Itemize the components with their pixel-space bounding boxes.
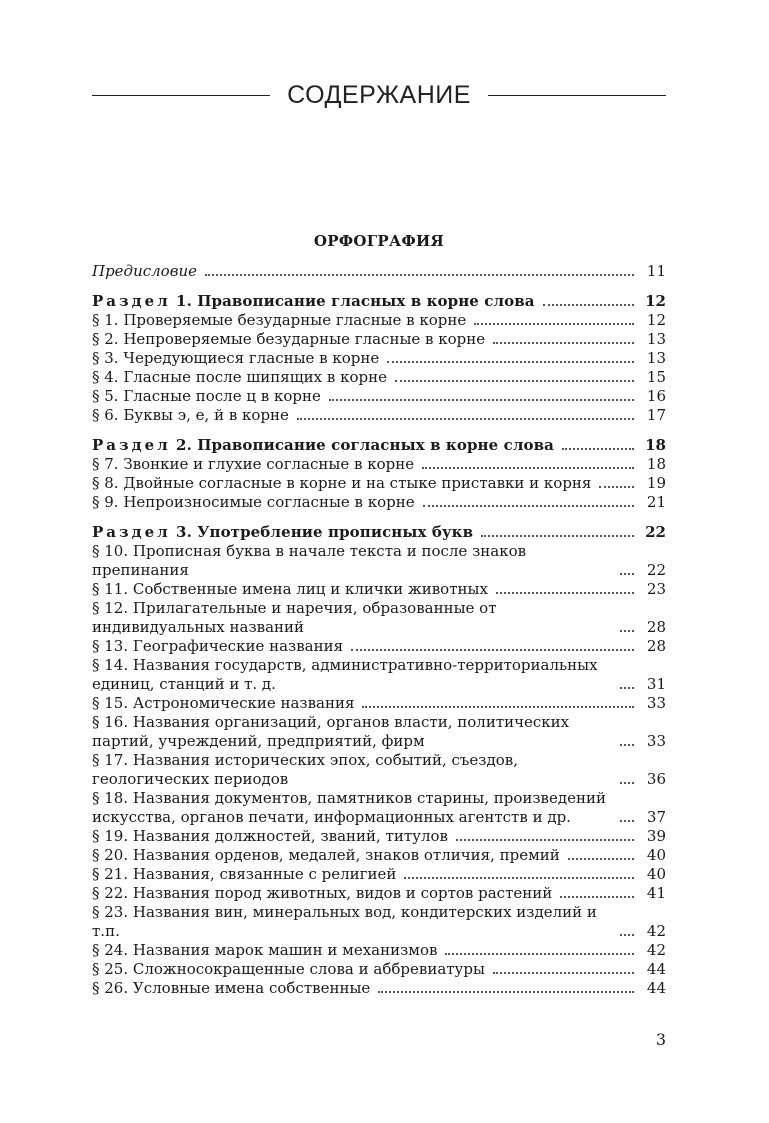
section-heading: ОРФОГРАФИЯ (313, 232, 445, 250)
toc-entry-page: 44 (646, 979, 666, 997)
toc-entry-page: 15 (646, 368, 666, 386)
toc-part-page: 12 (645, 292, 666, 310)
leader-dots (329, 399, 634, 401)
toc-entry-page: 41 (646, 884, 666, 902)
toc-entry-page: 13 (646, 349, 666, 367)
toc-entry[interactable] (92, 542, 666, 580)
toc-entry[interactable] (92, 713, 666, 751)
toc-entry-page: 40 (646, 846, 666, 864)
toc-entry-page: 16 (646, 387, 666, 405)
toc-part-name: 2. Правописание согласных в корне слова (176, 436, 554, 454)
table-of-contents (92, 262, 666, 998)
leader-dots (387, 361, 634, 363)
leader-dots (543, 304, 634, 306)
toc-entry-page: 37 (646, 808, 666, 826)
toc-entry-page: 11 (646, 262, 666, 280)
leader-dots (445, 953, 634, 955)
toc-entry-title: § 9. Непроизносимые согласные в корне (92, 493, 415, 511)
toc-part-label: Раздел (92, 436, 171, 454)
toc-entry-page: 23 (646, 580, 666, 598)
toc-entry-page: 28 (646, 618, 666, 636)
toc-part-page: 22 (645, 523, 666, 541)
toc-entry-page: 33 (646, 694, 666, 712)
toc-part-label: Раздел (92, 523, 171, 541)
toc-part-title (92, 523, 473, 542)
toc-entry-title: Предисловие (92, 262, 197, 280)
toc-entry-title: § 13. Географические названия (92, 637, 344, 655)
toc-entry[interactable] (92, 789, 666, 827)
leader-dots (422, 467, 634, 469)
toc-entry-title: § 16. Названия организаций, органов власти, политических партий, учреждений, предприятий, фирм (92, 713, 570, 750)
leader-dots (297, 418, 634, 420)
toc-entry-title: § 14. Названия государств, административно-территориальных единиц, станций и т. д. (92, 656, 598, 693)
toc-part-label: Раздел (92, 292, 171, 310)
leader-dots (493, 342, 634, 344)
toc-entry[interactable] (92, 311, 666, 330)
page-title (92, 78, 666, 112)
part-gap (92, 512, 666, 523)
toc-entry-title: § 6. Буквы э, е, й в корне (92, 406, 289, 424)
toc-entry-title: § 18. Названия документов, памятников старины, произведений искусства, органов печати, информационных агентств и др. (92, 789, 606, 826)
toc-parts (92, 281, 666, 998)
toc-entry-page: 12 (646, 311, 666, 329)
toc-entry-title: § 19. Названия должностей, званий, титулов (92, 827, 448, 845)
toc-entry-page: 36 (646, 770, 666, 788)
leader-dots (620, 744, 634, 746)
toc-part-name: 3. Употребление прописных букв (176, 523, 474, 541)
toc-entry[interactable] (92, 330, 666, 349)
toc-part-heading[interactable] (92, 523, 666, 542)
toc-entry-page: 39 (646, 827, 666, 845)
toc-entry[interactable] (92, 656, 666, 694)
toc-entry[interactable] (92, 580, 666, 599)
leader-dots (362, 706, 634, 708)
toc-part-title (92, 292, 535, 311)
leader-dots (205, 274, 634, 276)
toc-entry-title: § 11. Собственные имена лиц и клички животных (92, 580, 488, 598)
leader-dots (620, 687, 634, 689)
toc-entry-title: § 17. Названия исторических эпох, событий, съездов, геологических периодов (92, 751, 518, 788)
toc-part-page: 18 (645, 436, 666, 454)
toc-entry-page: 31 (646, 675, 666, 693)
toc-entry-page: 28 (646, 637, 666, 655)
toc-part-heading[interactable] (92, 292, 666, 311)
page-number: 3 (655, 1030, 666, 1049)
toc-entry-page: 21 (646, 493, 666, 511)
title-rule-right (488, 95, 666, 96)
leader-dots (351, 649, 634, 651)
leader-dots (481, 535, 634, 537)
toc-entry-title: § 5. Гласные после ц в корне (92, 387, 321, 405)
toc-entry[interactable] (92, 387, 666, 406)
toc-entry[interactable] (92, 493, 666, 512)
toc-entry[interactable] (92, 827, 666, 846)
toc-entry[interactable] (92, 455, 666, 474)
leader-dots (404, 877, 634, 879)
toc-entry[interactable] (92, 865, 666, 884)
toc-entry-page: 40 (646, 865, 666, 883)
leader-dots (599, 486, 634, 488)
toc-entry-title: § 21. Названия, связанные с религией (92, 865, 397, 883)
toc-part-title (92, 436, 554, 455)
toc-entry[interactable] (92, 694, 666, 713)
toc-entry-title: § 8. Двойные согласные в корне и на стыке приставки и корня (92, 474, 592, 492)
leader-dots (474, 323, 634, 325)
leader-dots (378, 991, 634, 993)
toc-entry-page: 42 (646, 941, 666, 959)
toc-entry-title: § 1. Проверяемые безударные гласные в корне (92, 311, 467, 329)
toc-entry[interactable] (92, 979, 666, 998)
leader-dots (560, 896, 634, 898)
toc-entry[interactable] (92, 903, 666, 941)
toc-entry-page: 18 (646, 455, 666, 473)
leader-dots (493, 972, 634, 974)
part-gap (92, 281, 666, 292)
toc-entry-title: § 3. Чередующиеся гласные в корне (92, 349, 380, 367)
toc-entry[interactable] (92, 751, 666, 789)
toc-entry[interactable] (92, 406, 666, 425)
leader-dots (620, 630, 634, 632)
toc-entry-page: 33 (646, 732, 666, 750)
leader-dots (568, 858, 634, 860)
toc-entry-title: § 12. Прилагательные и наречия, образованные от индивидуальных названий (92, 599, 497, 636)
leader-dots (562, 448, 634, 450)
leader-dots (620, 782, 634, 784)
toc-entry-title: § 10. Прописная буква в начале текста и после знаков препинания (92, 542, 527, 579)
toc-entry-title: § 22. Названия пород животных, видов и сортов растений (92, 884, 553, 902)
toc-entry-page: 19 (646, 474, 666, 492)
toc-entry[interactable] (92, 474, 666, 493)
page-title-text: СОДЕРЖАНИЕ (287, 81, 471, 109)
leader-dots (456, 839, 634, 841)
part-gap (92, 425, 666, 436)
leader-dots (395, 380, 634, 382)
toc-entry-page: 17 (646, 406, 666, 424)
leader-dots (620, 820, 634, 822)
toc-entry-page: 44 (646, 960, 666, 978)
toc-part-name: 1. Правописание гласных в корне слова (176, 292, 535, 310)
toc-entry-title: § 15. Астрономические названия (92, 694, 355, 712)
toc-entry[interactable] (92, 637, 666, 656)
toc-entry-title: § 24. Названия марок машин и механизмов (92, 941, 438, 959)
toc-entry[interactable] (92, 846, 666, 865)
toc-entry[interactable] (92, 599, 666, 637)
toc-entry-title: § 4. Гласные после шипящих в корне (92, 368, 388, 386)
toc-entry-title: § 26. Условные имена собственные (92, 979, 371, 997)
toc-entry-title: § 7. Звонкие и глухие согласные в корне (92, 455, 415, 473)
toc-entry-title: § 2. Непроверяемые безударные гласные в корне (92, 330, 486, 348)
toc-entry[interactable] (92, 368, 666, 387)
toc-entry-title: § 25. Сложносокращенные слова и аббревиатуры (92, 960, 485, 978)
toc-entry[interactable] (92, 884, 666, 903)
toc-entry-page: 22 (646, 561, 666, 579)
leader-dots (423, 505, 634, 507)
toc-entry-title: § 23. Названия вин, минеральных вод, кондитерских изделий и т.п. (92, 903, 597, 940)
toc-entry-title: § 20. Названия орденов, медалей, знаков отличия, премий (92, 846, 560, 864)
toc-entry[interactable] (92, 941, 666, 960)
toc-entry-page: 42 (646, 922, 666, 940)
leader-dots (496, 592, 634, 594)
toc-entry[interactable] (92, 349, 666, 368)
leader-dots (620, 934, 634, 936)
toc-entry[interactable] (92, 960, 666, 979)
toc-entry-preface[interactable] (92, 262, 666, 281)
toc-part-heading[interactable] (92, 436, 666, 455)
toc-entry-page: 13 (646, 330, 666, 348)
leader-dots (620, 573, 634, 575)
